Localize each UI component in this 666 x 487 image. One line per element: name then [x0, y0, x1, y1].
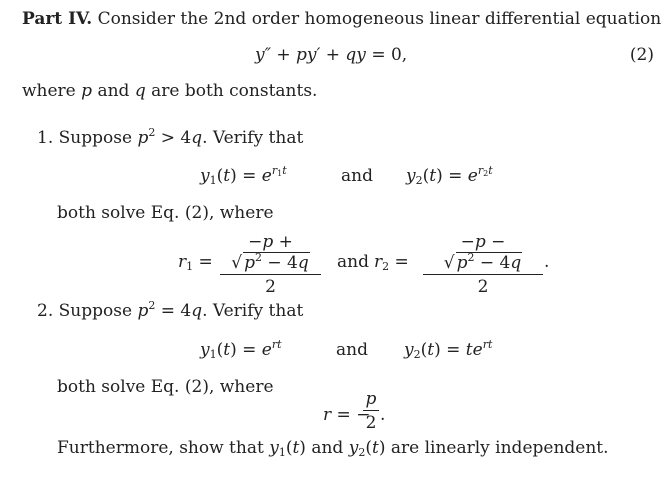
item-1-number: 1.: [37, 128, 54, 148]
part-intro: Consider the 2nd order homogeneous linear differential equation: [97, 9, 662, 29]
r1-fraction: −p + √ $p^2 - 4q$ 2: [220, 232, 321, 297]
item-1-statement: 1. Suppose $p^2 > 4q$. Verify that: [37, 126, 304, 148]
item-2-statement: 2. Suppose $p^2 = 4q$. Verify that: [37, 299, 304, 321]
r-fraction: p 2: [363, 389, 379, 433]
item-1-y2: $y_2(t) = e^{r_2t}$: [406, 164, 493, 187]
part-heading: [22, 8, 661, 30]
final-statement: Furthermore, show that $y_1(t)$ and $y_2(t)$ are linearly independent.: [57, 438, 609, 459]
item-1-and: and: [341, 166, 373, 186]
r-label: r = −: [323, 405, 371, 425]
r2-label: $r_2$ =: [374, 252, 409, 273]
part-label: Part IV.: [22, 9, 93, 29]
item-2-and: and: [336, 340, 368, 360]
r2-fraction: −p − √ $p^2 - 4q$ 2: [423, 232, 543, 297]
item-1-y1: $y_1(t) = e^{r_1t}$: [200, 164, 287, 187]
r-period: .: [380, 405, 386, 425]
item-2-y1: $y_1(t) = e^{rt}$: [200, 338, 282, 361]
r1-label: $r_1$ =: [178, 252, 213, 273]
main-equation: y″ + py′ + qy = 0,: [255, 45, 408, 65]
r2-period: .: [544, 252, 550, 272]
equation-number: (2): [629, 45, 654, 65]
item-2-y2: $y_2(t) = te^{rt}$: [404, 338, 493, 361]
item-1-and-2: and: [337, 252, 369, 272]
item-2-number: 2.: [37, 301, 54, 321]
item-1-solve-text: both solve Eq. (2), where: [57, 203, 274, 223]
item-2-solve-text: both solve Eq. (2), where: [57, 377, 274, 397]
where-constants-text: where p and q are both constants.: [22, 81, 318, 101]
